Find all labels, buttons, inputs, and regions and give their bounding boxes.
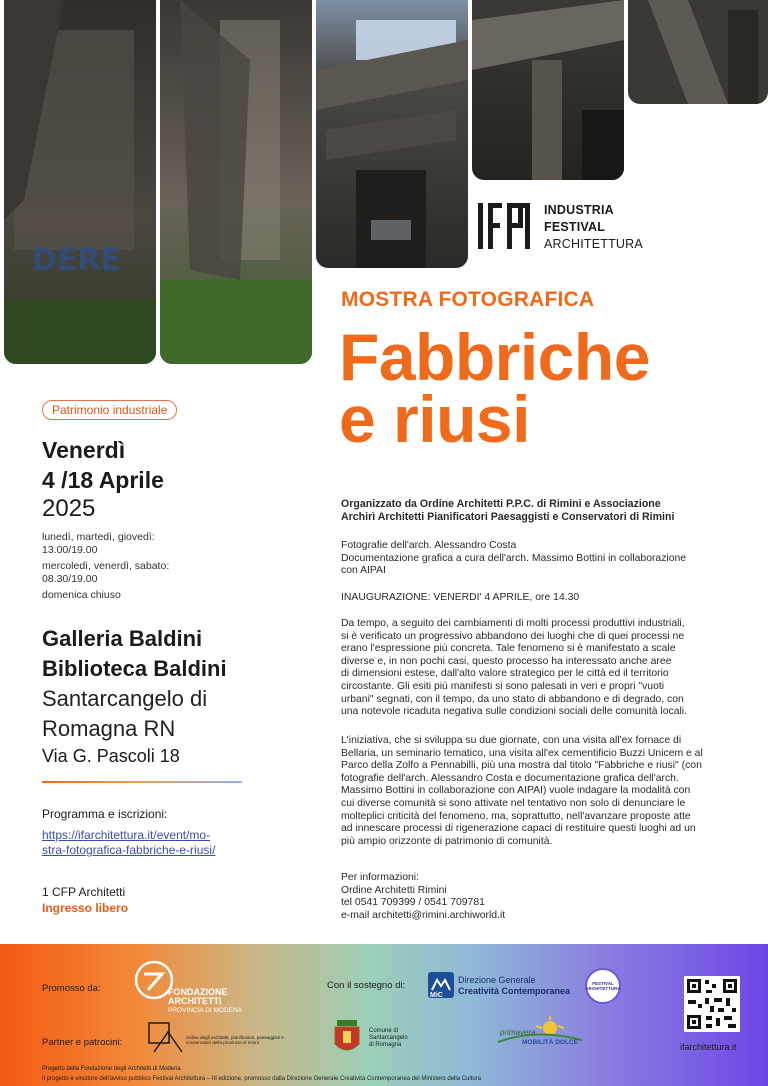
title-line-1: Fabbriche xyxy=(339,320,650,394)
paragraph-line: Parco della Zolfo a Pennabilli, più una mostra dal titolo "Fabbriche e riusi" (con xyxy=(341,760,702,772)
website-link[interactable]: ifarchitettura.it xyxy=(680,1042,737,1052)
paragraph-line: fotografie dell'arch. Alessandro Costa e documentazione grafica dell'arch. xyxy=(341,772,679,784)
logo-line-1: INDUSTRIA xyxy=(544,203,614,217)
mic-name xyxy=(458,975,570,997)
credits xyxy=(341,540,741,578)
paragraph-line: Massimo Bottini in collaborazione con AIPAI) vuole indagare la modalità con xyxy=(341,785,691,797)
photo-strip-4 xyxy=(472,0,624,180)
date-range: 4 /18 Aprile xyxy=(42,467,164,493)
program-label: Programma e iscrizioni: xyxy=(42,807,168,821)
info-email[interactable]: e-mail architetti@rimini.archiworld.it xyxy=(341,909,506,921)
venue-address: Via G. Pascoli 18 xyxy=(42,746,180,766)
info-label: Per informazioni: xyxy=(341,872,419,883)
logo-line-2: FESTIVAL xyxy=(544,220,606,234)
info-phone: tel 0541 709399 / 0541 709781 xyxy=(341,897,485,909)
project-note: Progetto della Fondazione degli Architetti di Modena xyxy=(42,1066,181,1072)
fondazione-line-1: FONDAZIONE xyxy=(168,987,228,997)
primavera-tagline: MOBILITÀ DOLCE xyxy=(522,1039,578,1046)
hours-closed: domenica chiuso xyxy=(42,589,121,601)
industria-festival-logo-icon xyxy=(478,203,532,249)
mic-abbreviation: MiC xyxy=(430,992,443,999)
venue xyxy=(42,624,227,744)
program-section xyxy=(42,807,215,858)
venue-name-1: Galleria Baldini xyxy=(42,626,203,651)
fondazione-line-3: PROVINCIA DI MODENA xyxy=(168,1007,243,1014)
svg-text:DERE: DERE xyxy=(32,243,121,278)
cfp-section xyxy=(42,884,128,916)
fondazione-name xyxy=(168,988,242,1015)
sponsor-footer xyxy=(0,944,768,1086)
ordine-architetti-text: ordine degli architetti, pianificatori, paesaggisti e conservatori della provincia di rimini xyxy=(186,1035,284,1046)
paragraph-line: circostante. Gli esiti più manifesti si sono palesati in veri e propri "vuoti xyxy=(341,680,665,692)
paragraph-line: erano l'espressione più concreta. Tale fenomeno si è manifestato a scale xyxy=(341,643,676,655)
paragraph-line: urbani" segnati, con il tempo, da uno stato di abbandono e di degrado, con xyxy=(341,693,684,705)
description-paragraph-1 xyxy=(341,618,741,719)
hours-time-2: 08.30/19.00 xyxy=(42,573,98,585)
comune-crest-icon xyxy=(332,1018,362,1058)
exhibition-kicker: MOSTRA FOTOGRAFICA xyxy=(341,288,595,311)
fondazione-line-2: ARCHITETTI xyxy=(168,996,222,1006)
hours-days-2: mercoledì, venerdì, sabato: xyxy=(42,560,170,572)
paragraph-line: più ampio orizzonte di patrimonio di comunità. xyxy=(341,835,553,847)
program-link-line-1: https://ifarchitettura.it/event/mo- xyxy=(42,828,211,842)
event-dates xyxy=(42,435,164,495)
photo-strip-3 xyxy=(316,0,468,268)
paragraph-line: si è verificato un progressivo abbandono dei luoghi che di quei processi ne xyxy=(341,630,685,642)
credits-line-3: con AIPAI xyxy=(341,565,386,577)
promoted-label: Promosso da: xyxy=(42,983,101,994)
credits-line-2: Documentazione grafica a cura dell'arch. Massimo Bottini in collaborazione xyxy=(341,552,687,564)
paragraph-line: Bellaria, un seminario tematico, una visita all'ex cementificio Buzzi Unicem e al xyxy=(341,747,703,759)
cfp-credits: 1 CFP Architetti xyxy=(42,885,126,899)
inauguration: INAUGURAZIONE: VENERDI' 4 APRILE, ore 14.30 xyxy=(341,592,580,603)
venue-name-2: Biblioteca Baldini xyxy=(42,656,227,681)
partners-label: Partner e patrocini: xyxy=(42,1037,123,1048)
organizers-line-2: Archirì Architetti Pianificatori Paesaggisti e Conservatori di Rimini xyxy=(341,510,675,523)
paragraph-line: ad innescare processi di rigenerazione capaci di restituire questi luoghi ad un xyxy=(341,823,696,835)
comune-line-3: di Romagna xyxy=(369,1042,402,1048)
mic-line-2: Creatività Contemporanea xyxy=(458,986,571,996)
photo-strip-2 xyxy=(160,0,312,364)
date-day: Venerdì xyxy=(42,437,126,463)
category-badge: Patrimonio industriale xyxy=(42,400,177,420)
credits-line-1: Fotografie dell'arch. Alessandro Costa xyxy=(341,540,517,551)
project-award-note: Il progetto è vincitore dell'avviso pubblico Festival Architettura – III edizione, promosso dalla Direzione Generale Creatività Contemporanea del Ministero della Cultura xyxy=(42,1076,482,1082)
page-title xyxy=(339,320,650,456)
date-year: 2025 xyxy=(42,495,96,522)
free-entry: Ingresso libero xyxy=(42,901,129,915)
gradient-divider xyxy=(42,781,242,783)
program-link-line-2: stra-fotografica-fabbriche-e-riusi/ xyxy=(42,843,216,857)
paragraph-line: molteplici criticità del fenomeno, ma, soprattutto, nell'avanzare proposte atte xyxy=(341,810,691,822)
logo-line-3: ARCHITETTURA xyxy=(544,237,643,251)
organizers xyxy=(341,498,741,523)
festival-wordmark xyxy=(544,202,643,253)
comune-name xyxy=(369,1028,408,1049)
support-label: Con il sostegno di: xyxy=(327,980,406,991)
ordine-architetti-logo-icon xyxy=(148,1022,184,1056)
description-paragraph-2 xyxy=(341,735,741,848)
qr-code-icon xyxy=(684,976,740,1032)
hours-days-1: lunedì, martedì, giovedì: xyxy=(42,531,155,543)
comune-line-1: Comune di xyxy=(369,1028,399,1034)
hours-time-1: 13.00/19.00 xyxy=(42,544,98,556)
primavera-name: primavera xyxy=(500,1028,536,1037)
qr-code[interactable] xyxy=(684,976,740,1032)
comune-line-2: Santarcangelo xyxy=(369,1035,408,1041)
paragraph-line: cui diverse comunità si sono attivate nel tentativo non solo di denunciare le xyxy=(341,797,686,809)
venue-city-1: Santarcangelo di xyxy=(42,686,208,711)
photo-strip-5 xyxy=(628,0,768,104)
festival-badge-text: FESTIVAL ARCHITETTURA xyxy=(585,981,621,991)
opening-hours xyxy=(42,531,169,605)
mic-line-1: Direzione Generale xyxy=(458,975,536,985)
organizers-line-1: Organizzato da Ordine Architetti P.P.C. di Rimini e Associazione xyxy=(341,498,661,510)
venue-city-2: Romagna RN xyxy=(42,716,176,741)
paragraph-line: di dimensioni estese, dall'alto valore strategico per le città ed il territorio xyxy=(341,668,669,680)
paragraph-line: Da tempo, a seguito dei cambiamenti di molti processi produttivi industriali, xyxy=(341,618,685,629)
program-link[interactable] xyxy=(42,828,215,858)
title-line-2: e riusi xyxy=(339,382,530,456)
contact-info xyxy=(341,872,741,922)
photo-strip-1 xyxy=(4,0,156,364)
festival-badge-icon xyxy=(585,968,621,1004)
paragraph-line: una notevole ricaduta negativa sulle condizioni sociali delle comunità locali. xyxy=(341,706,687,718)
paragraph-line: diverse e, in non pochi casi, questo processo ha interessato anche aree xyxy=(341,655,672,667)
paragraph-line: L'iniziativa, che si sviluppa su due giornate, con una visita all'ex fornace di xyxy=(341,735,682,746)
info-org: Ordine Architetti Rimini xyxy=(341,884,447,896)
